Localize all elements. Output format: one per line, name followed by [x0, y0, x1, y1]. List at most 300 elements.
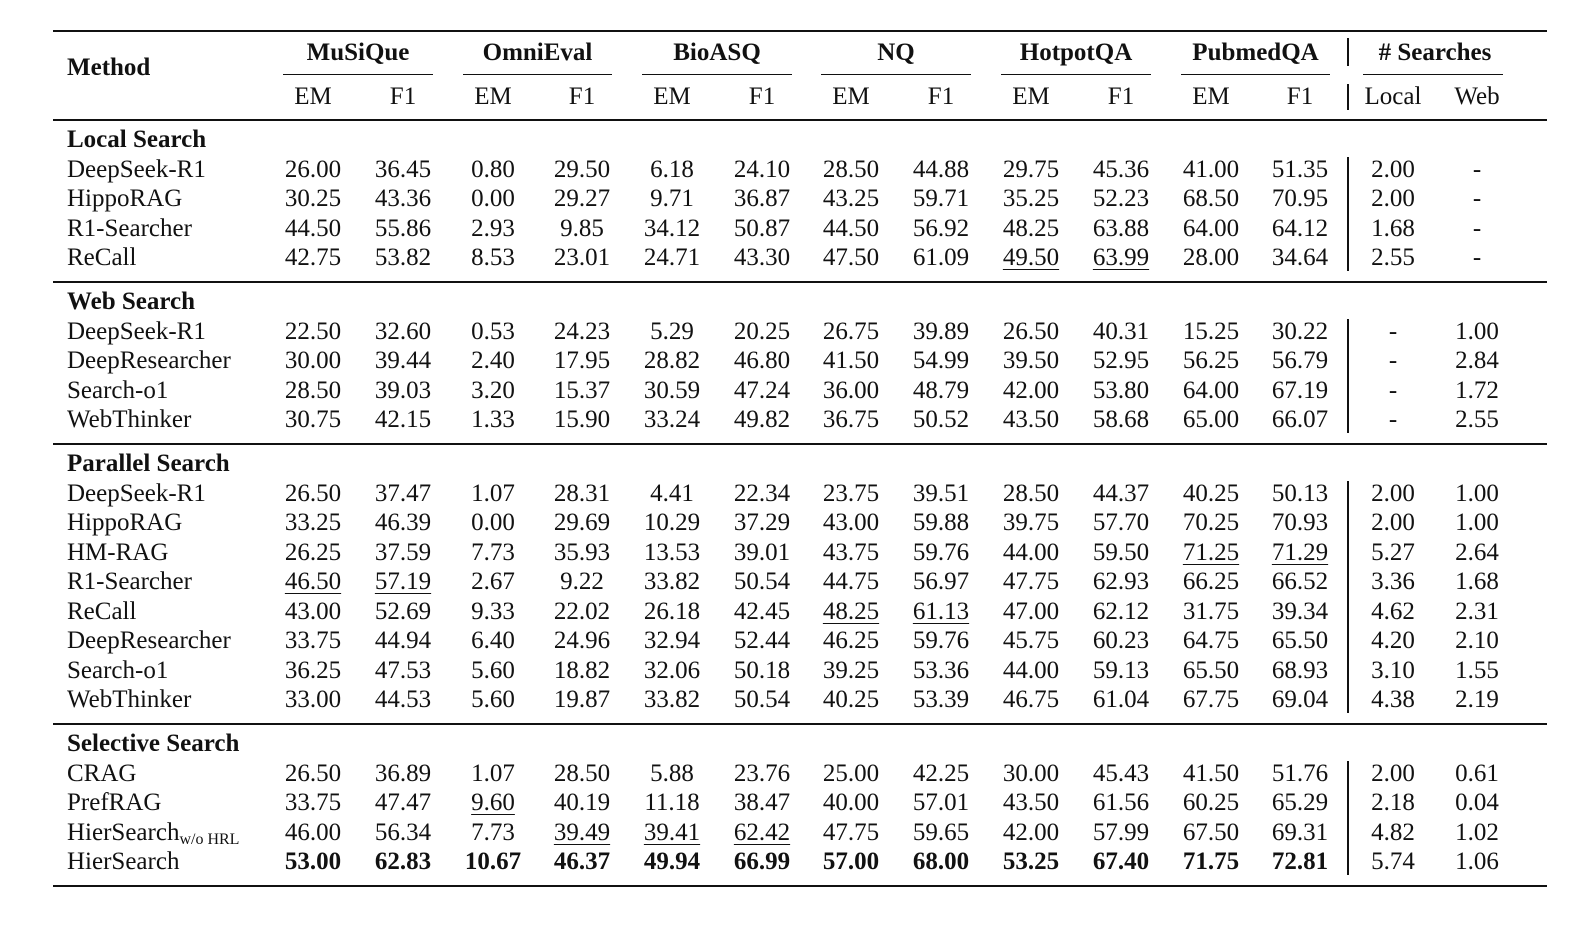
web-searches: 0.61	[1455, 759, 1499, 787]
score-value: 67.19	[1271, 376, 1329, 404]
local-searches: 4.82	[1371, 818, 1415, 846]
score-cell	[986, 184, 1076, 214]
local-searches: 4.62	[1371, 597, 1415, 625]
score-cell	[268, 759, 358, 789]
score-cell	[1255, 685, 1345, 715]
score-value: 26.50	[1002, 317, 1060, 345]
score-value: 42.45	[733, 597, 791, 625]
score-cell	[1166, 656, 1256, 686]
score-value: 6.40	[471, 627, 515, 654]
score-value: 25.00	[822, 759, 880, 787]
method-name	[67, 317, 206, 347]
score-cell	[986, 243, 1076, 273]
score-cell	[1076, 597, 1166, 627]
group-rule-1	[53, 281, 1547, 283]
score-cell	[448, 508, 538, 538]
score-value: 7.73	[471, 818, 515, 846]
score-cell	[358, 479, 448, 509]
local-searches: 5.74	[1371, 848, 1415, 875]
method-label: ReCall	[67, 597, 137, 625]
score-cell	[448, 405, 538, 435]
score-value: 28.50	[1002, 479, 1060, 507]
score-value: 56.92	[912, 214, 970, 242]
score-value: 59.76	[912, 627, 970, 654]
score-value: 40.19	[553, 789, 611, 816]
score-value: 39.49	[553, 818, 611, 846]
score-value: 53.39	[912, 686, 970, 713]
score-cell	[1166, 155, 1256, 185]
score-value: 39.41	[643, 818, 701, 846]
score-cell	[537, 405, 627, 435]
score-cell	[896, 405, 986, 435]
method-name	[67, 508, 182, 538]
score-cell	[986, 538, 1076, 568]
score-cell	[448, 626, 538, 656]
score-cell	[448, 317, 538, 347]
method-label: HierSearch	[67, 818, 180, 846]
metric-header: EM	[653, 83, 691, 110]
score-cell	[268, 788, 358, 818]
metric-header: EM	[1192, 83, 1230, 110]
score-cell	[358, 597, 448, 627]
score-cell	[1076, 656, 1166, 686]
score-cell	[896, 788, 986, 818]
score-cell	[1255, 155, 1345, 185]
method-name	[67, 243, 136, 273]
local-searches: 2.00	[1371, 759, 1415, 787]
score-value: 47.24	[733, 376, 791, 404]
score-cell	[717, 818, 807, 848]
score-value: 47.47	[374, 789, 432, 816]
score-cell	[537, 567, 627, 597]
group-rule-3	[53, 723, 1547, 725]
score-value: 9.22	[560, 568, 604, 595]
score-value: 56.97	[912, 568, 970, 595]
method-name	[67, 214, 192, 244]
score-value: 36.00	[822, 376, 880, 404]
score-value: 58.68	[1092, 406, 1150, 433]
method-name	[67, 376, 168, 406]
searches-separator	[1347, 761, 1349, 875]
score-cell	[448, 538, 538, 568]
method-label: DeepSeek-R1	[67, 317, 206, 345]
score-value: 39.50	[1002, 347, 1060, 374]
method-label: R1-Searcher	[67, 214, 192, 242]
metric-header: EM	[294, 83, 332, 110]
score-cell	[896, 479, 986, 509]
header-rule	[53, 119, 1547, 121]
score-cell	[448, 214, 538, 244]
score-value: 29.50	[553, 155, 611, 183]
score-value: 22.50	[284, 317, 342, 345]
metric-header: F1	[389, 83, 417, 110]
local-searches: 3.10	[1371, 656, 1415, 684]
score-value: 44.94	[374, 627, 432, 654]
score-cell	[896, 759, 986, 789]
score-cell	[358, 759, 448, 789]
score-value: 10.67	[464, 848, 522, 875]
local-searches: 2.55	[1371, 244, 1415, 271]
score-cell	[986, 214, 1076, 244]
method-label: DeepResearcher	[67, 347, 231, 374]
score-value: 0.53	[471, 317, 515, 345]
score-cell	[717, 626, 807, 656]
score-value: 44.75	[822, 568, 880, 595]
score-value: 9.85	[560, 214, 604, 242]
score-cell	[268, 626, 358, 656]
method-label: Search-o1	[67, 376, 169, 404]
score-value: 66.99	[733, 848, 791, 875]
score-value: 42.00	[1002, 376, 1060, 404]
web-searches: 1.00	[1455, 479, 1499, 507]
score-cell	[1255, 405, 1345, 435]
method-name	[67, 597, 136, 627]
local-searches: 2.00	[1371, 509, 1415, 536]
score-value: 34.12	[643, 214, 701, 242]
score-cell	[806, 479, 896, 509]
score-cell	[1166, 243, 1256, 273]
score-cell	[627, 214, 717, 244]
method-name	[67, 759, 136, 789]
web-searches: 2.84	[1455, 347, 1499, 374]
score-cell	[1255, 626, 1345, 656]
score-value: 43.50	[1002, 789, 1060, 816]
score-cell	[717, 567, 807, 597]
web-searches: 2.10	[1455, 627, 1499, 654]
score-cell	[537, 184, 627, 214]
score-cell	[717, 508, 807, 538]
web-searches: 1.06	[1455, 848, 1499, 875]
score-cell	[1166, 508, 1256, 538]
score-cell	[986, 346, 1076, 376]
score-value: 62.12	[1092, 597, 1150, 625]
group-header: Selective Search	[67, 730, 240, 757]
score-value: 33.00	[284, 686, 342, 713]
score-cell	[896, 626, 986, 656]
score-value: 33.24	[643, 406, 701, 433]
method-label: DeepSeek-R1	[67, 479, 206, 507]
score-cell	[627, 405, 717, 435]
score-cell	[806, 538, 896, 568]
score-cell	[358, 317, 448, 347]
score-value: 39.44	[374, 347, 432, 374]
score-cell	[986, 626, 1076, 656]
score-cell	[806, 405, 896, 435]
dataset-header: HotpotQA	[1019, 39, 1133, 66]
score-value: 53.00	[284, 848, 342, 875]
score-cell	[806, 214, 896, 244]
score-cell	[1076, 847, 1166, 877]
score-cell	[717, 685, 807, 715]
method-label: HierSearch	[67, 848, 180, 875]
group-header: Web Search	[67, 288, 196, 315]
score-value: 17.95	[553, 347, 611, 374]
score-value: 26.50	[284, 759, 342, 787]
score-cell	[896, 155, 986, 185]
score-cell	[896, 317, 986, 347]
score-value: 26.18	[643, 597, 701, 625]
score-value: 57.19	[374, 568, 432, 595]
score-value: 40.31	[1092, 317, 1150, 345]
score-cell	[1255, 847, 1345, 877]
score-cell	[268, 538, 358, 568]
score-cell	[986, 788, 1076, 818]
score-cell	[806, 155, 896, 185]
score-value: 24.96	[553, 627, 611, 654]
score-value: 52.44	[733, 627, 791, 654]
score-value: 43.30	[733, 244, 791, 271]
score-cell	[986, 685, 1076, 715]
score-value: 60.23	[1092, 627, 1150, 654]
score-cell	[448, 479, 538, 509]
score-value: 40.25	[822, 686, 880, 713]
score-cell	[806, 317, 896, 347]
score-value: 36.75	[822, 406, 880, 433]
method-name	[67, 685, 191, 715]
score-value: 31.75	[1182, 597, 1240, 625]
web-searches: -	[1472, 244, 1482, 271]
score-cell	[717, 479, 807, 509]
score-value: 1.07	[471, 759, 515, 787]
method-name	[67, 346, 231, 376]
local-searches: 2.00	[1371, 479, 1415, 507]
score-value: 23.01	[553, 244, 611, 271]
score-value: 46.50	[284, 568, 342, 595]
score-value: 28.82	[643, 347, 701, 374]
score-cell	[627, 685, 717, 715]
score-cell	[1076, 346, 1166, 376]
local-searches: 1.68	[1371, 214, 1415, 242]
score-cell	[268, 685, 358, 715]
score-value: 9.71	[650, 185, 694, 212]
score-cell	[1166, 346, 1256, 376]
score-value: 7.73	[471, 538, 515, 566]
score-cell	[448, 567, 538, 597]
score-cell	[896, 685, 986, 715]
dataset-header: BioASQ	[673, 39, 761, 66]
score-value: 38.47	[733, 789, 791, 816]
score-value: 46.39	[374, 509, 432, 536]
score-cell	[1166, 847, 1256, 877]
score-cell	[448, 847, 538, 877]
score-cell	[806, 759, 896, 789]
score-value: 20.25	[733, 317, 791, 345]
score-value: 37.59	[374, 538, 432, 566]
score-cell	[986, 656, 1076, 686]
metric-header: F1	[927, 83, 955, 110]
score-cell	[358, 376, 448, 406]
score-value: 57.99	[1092, 818, 1150, 846]
score-cell	[537, 376, 627, 406]
web-searches: 2.55	[1455, 406, 1499, 433]
score-value: 60.25	[1182, 789, 1240, 816]
method-name	[67, 818, 239, 848]
score-value: 65.50	[1182, 656, 1240, 684]
score-value: 72.81	[1271, 848, 1329, 875]
score-value: 42.15	[374, 406, 432, 433]
score-value: 32.06	[643, 656, 701, 684]
score-cell	[1255, 567, 1345, 597]
score-cell	[717, 346, 807, 376]
searches-separator	[1347, 38, 1349, 66]
score-value: 22.34	[733, 479, 791, 507]
local-searches: 4.20	[1371, 627, 1415, 654]
score-value: 46.80	[733, 347, 791, 374]
score-cell	[1076, 405, 1166, 435]
score-value: 67.50	[1182, 818, 1240, 846]
score-value: 18.82	[553, 656, 611, 684]
score-cell	[358, 405, 448, 435]
score-cell	[986, 597, 1076, 627]
score-value: 47.00	[1002, 597, 1060, 625]
method-name	[67, 155, 206, 185]
score-cell	[358, 538, 448, 568]
score-value: 50.18	[733, 656, 791, 684]
score-cell	[268, 376, 358, 406]
score-cell	[627, 155, 717, 185]
score-cell	[806, 685, 896, 715]
searches-cmidrule	[1363, 74, 1503, 75]
score-value: 11.18	[644, 789, 700, 816]
score-value: 33.82	[643, 686, 701, 713]
score-value: 57.00	[822, 848, 880, 875]
score-value: 62.42	[733, 818, 791, 846]
score-cell	[537, 155, 627, 185]
method-name	[67, 538, 168, 568]
score-value: 47.75	[1002, 568, 1060, 595]
score-value: 22.02	[553, 597, 611, 625]
score-value: 44.00	[1002, 538, 1060, 566]
score-cell	[627, 376, 717, 406]
score-value: 40.25	[1182, 479, 1240, 507]
score-value: 15.25	[1182, 317, 1240, 345]
score-value: 43.00	[822, 509, 880, 536]
score-value: 36.45	[374, 155, 432, 183]
score-cell	[358, 508, 448, 538]
score-value: 4.41	[650, 479, 694, 507]
score-value: 67.75	[1182, 686, 1240, 713]
score-cell	[537, 656, 627, 686]
score-value: 28.50	[822, 155, 880, 183]
score-value: 48.25	[1002, 214, 1060, 242]
bottom-rule	[53, 885, 1547, 887]
score-value: 28.50	[553, 759, 611, 787]
score-cell	[896, 818, 986, 848]
score-value: 65.50	[1271, 627, 1329, 654]
score-cell	[268, 597, 358, 627]
score-cell	[806, 847, 896, 877]
score-value: 10.29	[643, 509, 701, 536]
dataset-header: OmniEval	[482, 39, 593, 66]
score-value: 35.25	[1002, 185, 1060, 212]
score-value: 47.75	[822, 818, 880, 846]
score-value: 39.34	[1271, 597, 1329, 625]
score-cell	[358, 567, 448, 597]
score-cell	[896, 538, 986, 568]
score-value: 70.25	[1182, 509, 1240, 536]
searches-separator	[1347, 157, 1349, 271]
score-value: 44.50	[822, 214, 880, 242]
score-cell	[1166, 214, 1256, 244]
score-value: 29.75	[1002, 155, 1060, 183]
web-searches: -	[1472, 185, 1482, 212]
score-value: 26.25	[284, 538, 342, 566]
score-value: 50.52	[912, 406, 970, 433]
dataset-cmidrule	[642, 74, 792, 75]
score-value: 56.34	[374, 818, 432, 846]
score-value: 41.00	[1182, 155, 1240, 183]
score-value: 5.88	[650, 759, 694, 787]
score-cell	[717, 376, 807, 406]
score-value: 59.88	[912, 509, 970, 536]
score-cell	[358, 685, 448, 715]
score-cell	[537, 538, 627, 568]
score-cell	[448, 788, 538, 818]
score-value: 2.67	[471, 568, 515, 595]
score-cell	[627, 538, 717, 568]
score-cell	[1255, 317, 1345, 347]
method-label: Search-o1	[67, 656, 169, 684]
score-value: 1.33	[471, 406, 515, 433]
score-cell	[268, 155, 358, 185]
score-cell	[268, 214, 358, 244]
score-value: 53.36	[912, 656, 970, 684]
score-value: 37.29	[733, 509, 791, 536]
dataset-cmidrule	[1001, 74, 1151, 75]
score-value: 69.04	[1271, 686, 1329, 713]
score-cell	[1255, 538, 1345, 568]
score-value: 59.13	[1092, 656, 1150, 684]
score-value: 70.93	[1271, 509, 1329, 536]
score-value: 47.53	[374, 656, 432, 684]
score-cell	[627, 818, 717, 848]
metric-header: F1	[748, 83, 776, 110]
score-cell	[986, 317, 1076, 347]
score-cell	[1076, 685, 1166, 715]
score-value: 44.50	[284, 214, 342, 242]
score-cell	[896, 597, 986, 627]
score-value: 30.25	[284, 185, 342, 212]
score-cell	[1076, 155, 1166, 185]
score-value: 43.00	[284, 597, 342, 625]
score-value: 46.75	[1002, 686, 1060, 713]
score-cell	[896, 508, 986, 538]
searches-separator	[1347, 84, 1349, 110]
score-value: 50.54	[733, 568, 791, 595]
score-cell	[358, 788, 448, 818]
score-value: 52.95	[1092, 347, 1150, 374]
score-cell	[1255, 818, 1345, 848]
score-value: 66.52	[1271, 568, 1329, 595]
score-value: 48.79	[912, 376, 970, 404]
score-value: 28.50	[284, 376, 342, 404]
score-value: 32.94	[643, 627, 701, 654]
score-cell	[896, 346, 986, 376]
score-cell	[986, 847, 1076, 877]
score-cell	[1076, 214, 1166, 244]
score-cell	[1076, 184, 1166, 214]
score-value: 19.87	[553, 686, 611, 713]
score-value: 36.87	[733, 185, 791, 212]
score-cell	[358, 656, 448, 686]
score-cell	[448, 818, 538, 848]
score-value: 59.65	[912, 818, 970, 846]
score-cell	[537, 317, 627, 347]
score-cell	[627, 788, 717, 818]
score-value: 42.00	[1002, 818, 1060, 846]
score-value: 61.13	[912, 597, 970, 625]
score-value: 44.88	[912, 155, 970, 183]
